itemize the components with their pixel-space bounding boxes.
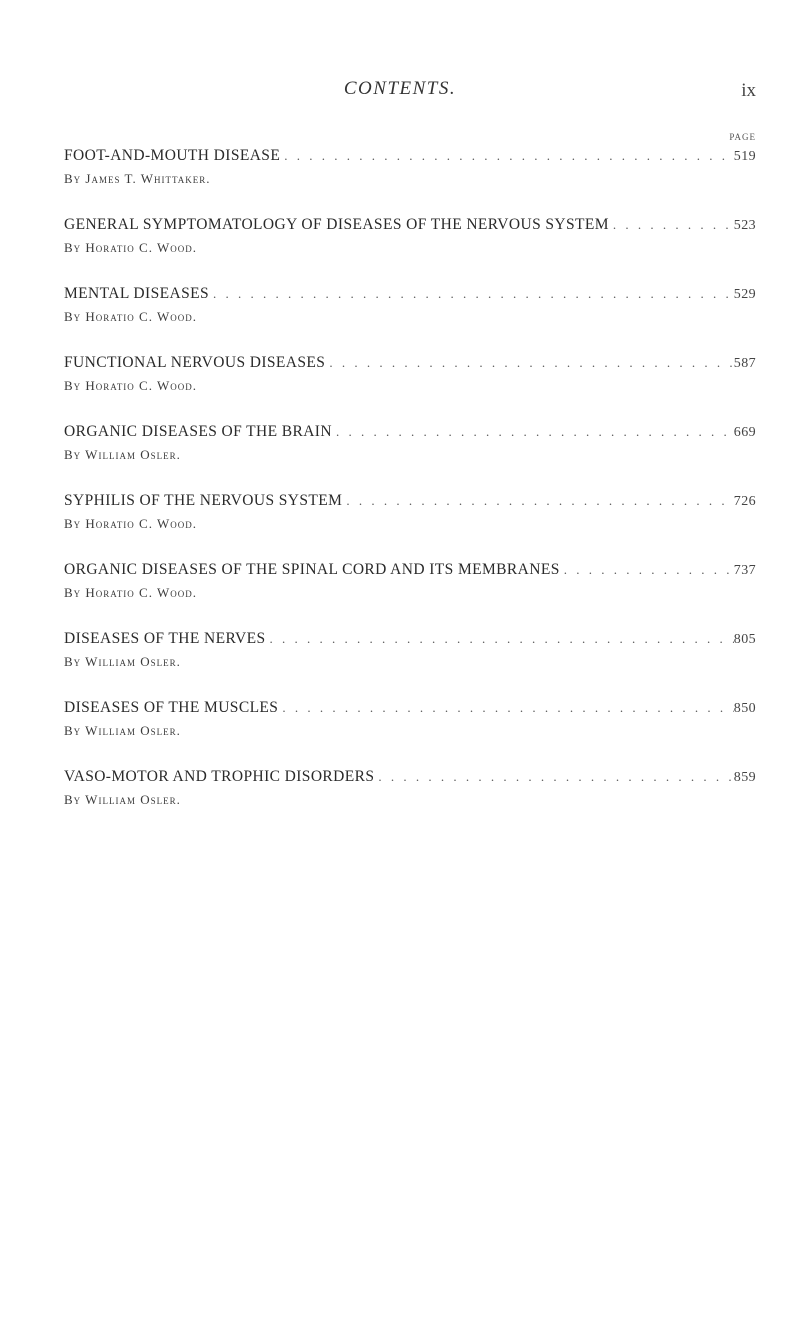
toc-entry-author: By William Osler.	[64, 792, 181, 807]
page-column-label: PAGE	[729, 132, 756, 142]
dot-leader	[609, 215, 734, 235]
toc-entry-page: 523	[733, 218, 756, 233]
toc-entry-author: By James T. Whittaker.	[64, 171, 211, 186]
toc-entry	[64, 215, 756, 284]
table-of-contents	[64, 146, 756, 836]
toc-entry-author: By William Osler.	[64, 723, 181, 738]
toc-entry-title: SYPHILIS OF THE NERVOUS SYSTEM	[64, 492, 343, 509]
toc-entry	[64, 353, 756, 422]
toc-entry-author: By William Osler.	[64, 447, 181, 462]
running-title: CONTENTS.	[343, 78, 457, 99]
toc-entry-page: 726	[733, 494, 756, 509]
toc-entry	[64, 146, 756, 215]
toc-entry-author: By Horatio C. Wood.	[64, 585, 198, 600]
toc-entry-page: 859	[733, 770, 756, 785]
toc-entry-title: FUNCTIONAL NERVOUS DISEASES	[64, 354, 326, 371]
dot-leader	[342, 491, 733, 511]
running-head	[0, 78, 800, 108]
toc-entry	[64, 629, 756, 698]
toc-entry-page: 805	[733, 632, 756, 647]
toc-entry-title: GENERAL SYMPTOMATOLOGY OF DISEASES OF THE NERVOUS SYSTEM	[64, 216, 609, 233]
dot-leader	[280, 146, 734, 166]
dot-leader	[265, 629, 733, 649]
toc-entry-title: ORGANIC DISEASES OF THE BRAIN	[64, 423, 332, 440]
toc-entry-title: ORGANIC DISEASES OF THE SPINAL CORD AND ITS MEMBRANES	[64, 561, 560, 578]
toc-entry-page: 850	[733, 701, 756, 716]
dot-leader	[374, 767, 733, 787]
toc-entry	[64, 698, 756, 767]
toc-entry-title: VASO-MOTOR AND TROPHIC DISORDERS	[64, 768, 375, 785]
toc-entry-author: By Horatio C. Wood.	[64, 240, 198, 255]
toc-entry-author: By William Osler.	[64, 654, 181, 669]
toc-entry-title: DISEASES OF THE MUSCLES	[64, 699, 279, 716]
toc-entry-page: 519	[733, 149, 756, 164]
toc-entry	[64, 767, 756, 836]
dot-leader	[332, 422, 734, 442]
toc-entry-page: 587	[733, 356, 756, 371]
page-number: ix	[741, 80, 756, 101]
toc-entry	[64, 284, 756, 353]
dot-leader	[278, 698, 733, 718]
toc-entry-page: 669	[733, 425, 756, 440]
toc-entry	[64, 560, 756, 629]
toc-entry-author: By Horatio C. Wood.	[64, 516, 198, 531]
dot-leader	[560, 560, 734, 580]
toc-entry	[64, 491, 756, 560]
dot-leader	[325, 353, 733, 373]
toc-entry-title: MENTAL DISEASES	[64, 285, 209, 302]
toc-entry-page: 737	[733, 563, 756, 578]
toc-entry-title: FOOT-AND-MOUTH DISEASE	[64, 147, 281, 164]
toc-entry-author: By Horatio C. Wood.	[64, 309, 198, 324]
dot-leader	[209, 284, 734, 304]
toc-entry-author: By Horatio C. Wood.	[64, 378, 198, 393]
toc-entry-title: DISEASES OF THE NERVES	[64, 630, 266, 647]
toc-entry	[64, 422, 756, 491]
toc-entry-page: 529	[733, 287, 756, 302]
